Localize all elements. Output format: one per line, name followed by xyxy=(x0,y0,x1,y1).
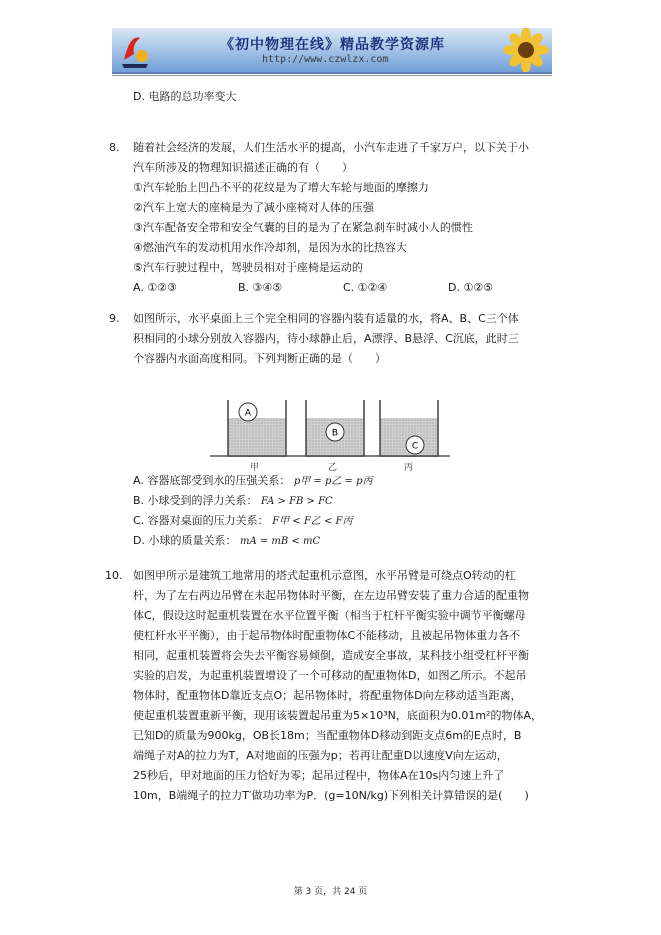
ball-a-label: A xyxy=(244,408,252,419)
q9-option-c-text: C. 容器对桌面的压力关系： xyxy=(133,514,269,527)
q10-number: 10. xyxy=(105,569,123,582)
q8-statement-5: ⑤汽车行驶过程中，驾驶员相对于座椅是运动的 xyxy=(133,261,363,274)
q9-containers-figure xyxy=(210,398,450,473)
q10-line-6: 实验的启发，为起重机装置增设了一个可移动的配重物体D，如图乙所示。不起吊 xyxy=(133,669,527,682)
q10-line-10: 端绳子对A的拉力为T，A对地面的压强为p；若再让配重D以速度V向左运动， xyxy=(133,749,508,762)
q10-line-3: 体C，假设这时起重机装置在水平位置平衡（相当于杠杆平衡实验中调节平衡螺母 xyxy=(133,609,526,622)
sunflower-icon xyxy=(502,28,550,74)
q8-option-c[interactable]: C. ①②④ xyxy=(343,281,388,294)
q8-stem-line-2: 汽车所涉及的物理知识描述正确的有（ ） xyxy=(133,161,353,174)
q10-line-9: 已知D的质量为900kg，OB长18m；当配重物体D移动到距支点6m的E点时，B xyxy=(133,729,522,742)
q7-option-d: D. 电路的总功率变大 xyxy=(133,90,237,103)
q9-option-c-math: F甲 < F乙 < F丙 xyxy=(272,516,353,527)
q8-statement-3: ③汽车配备安全带和安全气囊的目的是为了在紧急刹车时减小人的惯性 xyxy=(133,221,473,234)
q8-stem-line-1: 随着社会经济的发展，人们生活水平的提高，小汽车走进了千家万户，以下关于小 xyxy=(133,141,529,154)
q9-option-a-math: p甲 = p乙 = p丙 xyxy=(293,476,373,487)
q9-stem-line-3: 个容器内水面高度相同。下列判断正确的是（ ） xyxy=(133,352,386,365)
container-label-jia: 甲 xyxy=(250,463,260,473)
header-banner xyxy=(112,28,552,74)
ball-b-label: B xyxy=(331,428,339,439)
container-label-bing: 丙 xyxy=(404,463,414,473)
page-footer: 第 3 页，共 24 页 xyxy=(293,887,368,897)
q9-option-c[interactable] xyxy=(133,513,352,530)
q8-statement-1: ①汽车轮胎上凹凸不平的花纹是为了增大车轮与地面的摩擦力 xyxy=(133,181,429,194)
q9-option-a[interactable] xyxy=(133,473,373,490)
q10-line-7: 物体时，配重物体D靠近支点O；起吊物体时，将配重物体D向左移动适当距离， xyxy=(133,689,522,702)
q10-line-12: 10m，B端绳子的拉力T′做功功率为P．(g=10N/kg)下列相关计算错误的是( ) xyxy=(133,789,529,802)
q8-statement-2: ②汽车上宽大的座椅是为了减小座椅对人体的压强 xyxy=(133,201,374,214)
q8-number: 8. xyxy=(109,141,120,154)
q10-line-11: 25秒后，甲对地面的压力恰好为零；起吊过程中，物体A在10s内匀速上升了 xyxy=(133,769,505,782)
q9-option-b[interactable] xyxy=(133,493,333,510)
q8-option-b[interactable]: B. ③④⑤ xyxy=(238,281,283,294)
banner-url: http://www.czwlzx.com xyxy=(262,54,389,65)
q9-option-d[interactable] xyxy=(133,533,320,550)
q8-option-a[interactable]: A. ①②③ xyxy=(133,281,177,294)
q9-option-a-text: A. 容器底部受到水的压强关系： xyxy=(133,474,291,487)
q9-stem-line-1: 如图所示，水平桌面上三个完全相同的容器内装有适量的水，将A、B、C三个体 xyxy=(133,312,519,325)
q9-option-d-text: D. 小球的质量关系： xyxy=(133,534,237,547)
q9-number: 9. xyxy=(109,312,120,325)
ball-c-label: C xyxy=(411,441,419,452)
q10-line-5: 相同，起重机装置将会失去平衡容易倾倒，造成安全事故，某科技小组受杠杆平衡 xyxy=(133,649,529,662)
q8-option-d[interactable]: D. ①②⑤ xyxy=(448,281,494,294)
q10-line-2: 杆，为了左右两边吊臂在未起吊物体时平衡，在左边吊臂安装了重力合适的配重物 xyxy=(133,589,529,602)
q9-option-b-text: B. 小球受到的浮力关系： xyxy=(133,494,258,507)
q8-statement-4: ④燃油汽车的发动机用水作冷却剂，是因为水的比热容大 xyxy=(133,241,407,254)
q9-option-b-math: FA > FB > FC xyxy=(261,496,333,507)
q10-line-4: 使杠杆水平平衡），由于起吊物体时配重物体C不能移动，且被起吊物体重力各不 xyxy=(133,629,521,642)
logo-icon xyxy=(118,30,152,70)
container-jia xyxy=(228,400,286,456)
header-rule xyxy=(112,75,552,76)
container-label-yi: 乙 xyxy=(328,463,338,473)
container-yi xyxy=(306,400,364,456)
q10-line-8: 使起重机装置重新平衡，现用该装置起吊重为5×10³N，底面积为0.01m²的物体A， xyxy=(133,709,542,722)
q9-option-d-math: mA = mB < mC xyxy=(239,536,321,547)
q9-stem-line-2: 积相同的小球分别放入容器内，待小球静止后，A漂浮、B悬浮、C沉底，此时三 xyxy=(133,332,519,345)
q10-line-1: 如图甲所示是建筑工地常用的塔式起重机示意图，水平吊臂是可绕点O转动的杠 xyxy=(133,569,516,582)
banner-title: 《初中物理在线》精品教学资源库 xyxy=(220,37,445,53)
container-bing xyxy=(380,400,438,456)
